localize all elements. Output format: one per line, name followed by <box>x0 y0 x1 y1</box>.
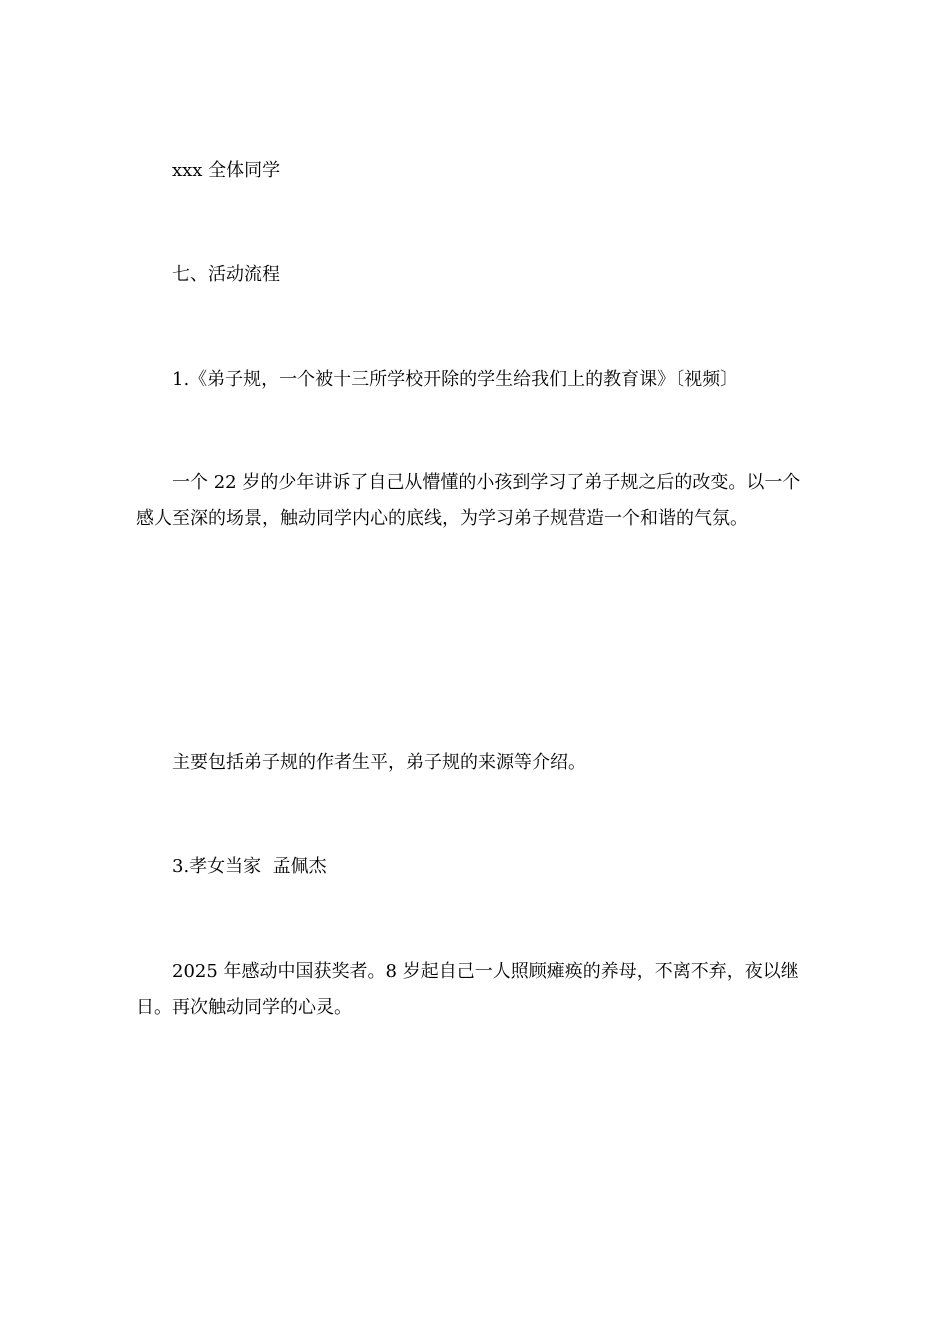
item3-description: 2025 年感动中国获奖者。8 岁起自己一人照顾瘫痪的养母，不离不弃，夜以继日。再次触动同学的心灵。 <box>136 961 799 1018</box>
participants-line: xxx 全体同学 <box>172 160 281 181</box>
item1-title: 1.《弟子规，一个被十三所学校开除的学生给我们上的教育课》〔视频〕 <box>172 369 739 390</box>
section-heading: 七、活动流程 <box>172 264 280 285</box>
item3-title: 3.孝女当家 孟佩杰 <box>172 856 327 877</box>
item1-description: 一个 22 岁的少年讲诉了自己从懵懂的小孩到学习了弟子规之后的改变。以一个感人至深的场景，触动同学内心的底线，为学习弟子规营造一个和谐的气氛。 <box>136 472 801 529</box>
item2-description: 主要包括弟子规的作者生平，弟子规的来源等介绍。 <box>172 752 586 773</box>
